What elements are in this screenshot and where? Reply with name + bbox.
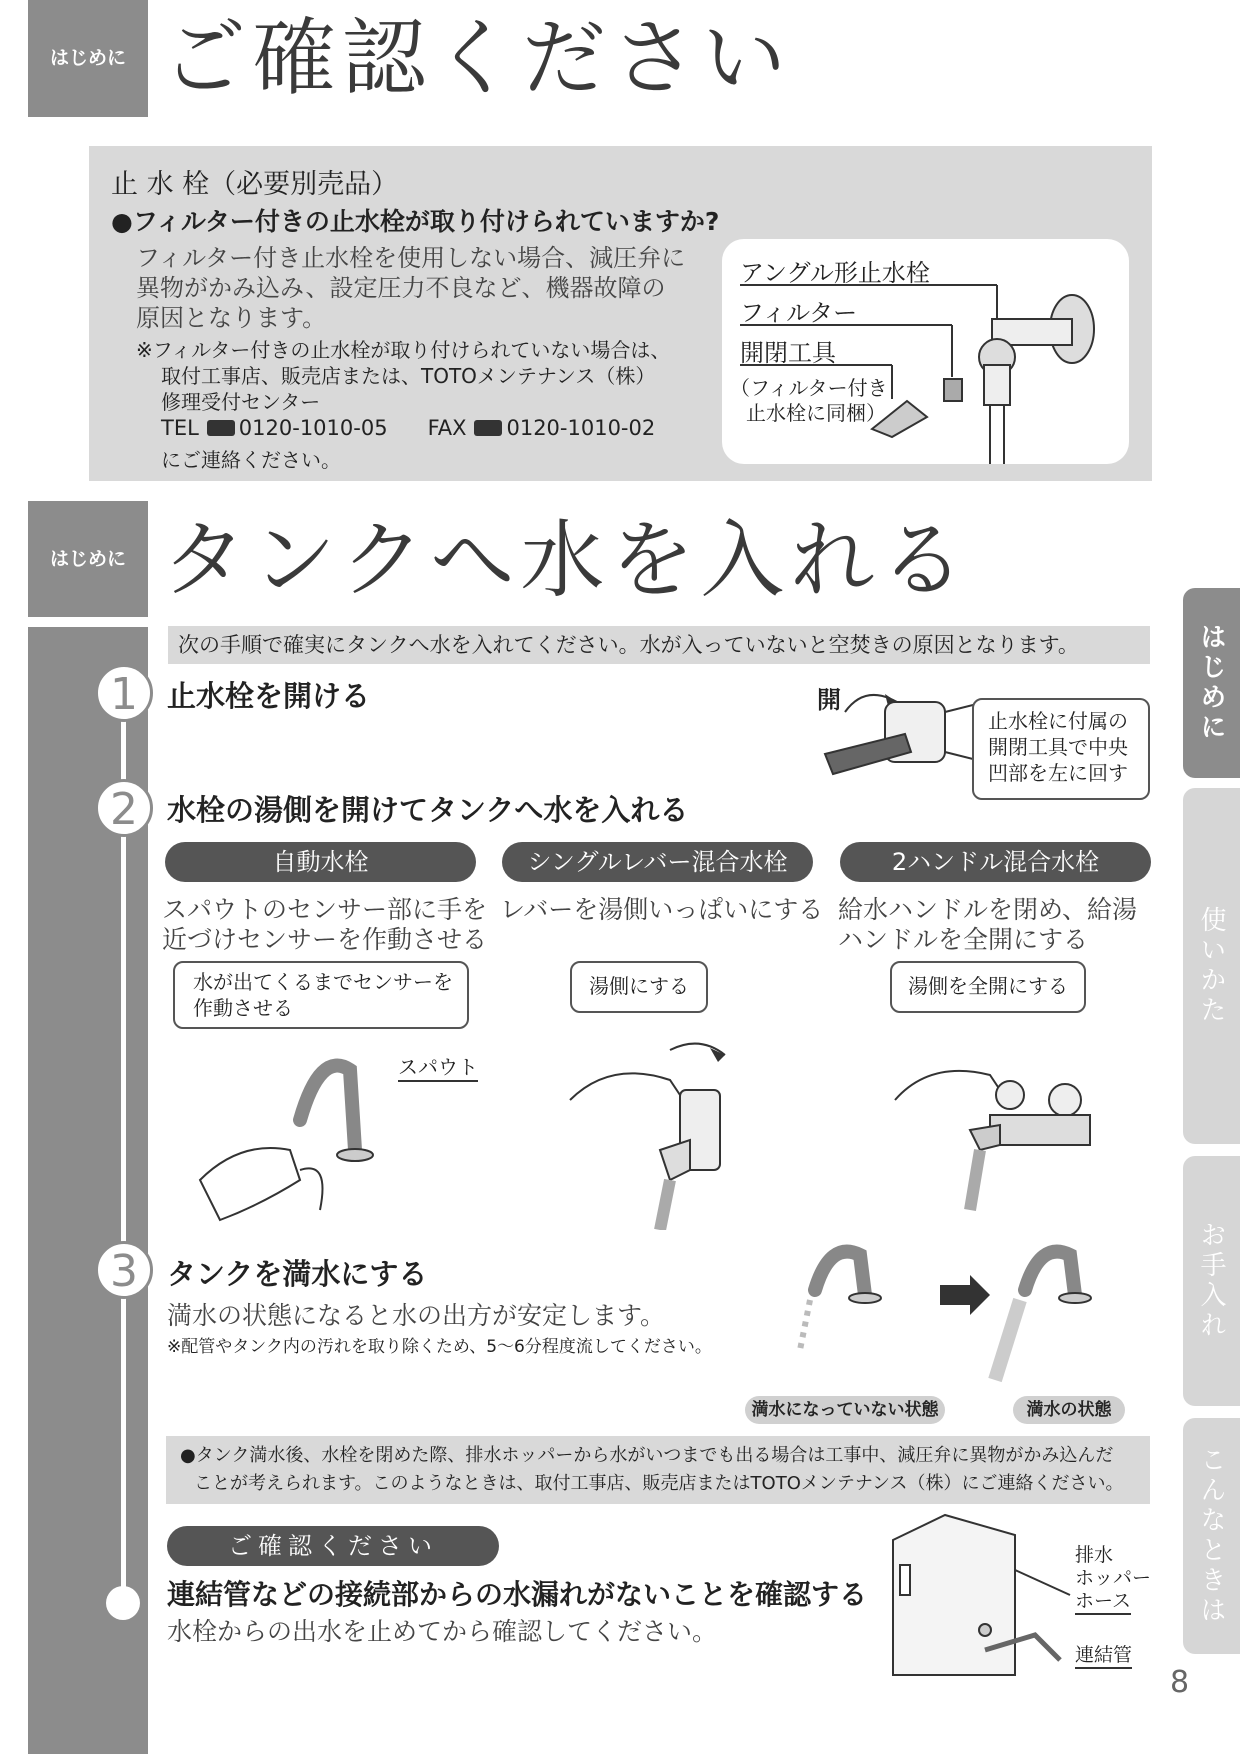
step-1-bubble-line-2: 開閉工具で中央 xyxy=(988,735,1128,759)
single-desc-1: レバーを湯側いっぱいにする xyxy=(500,895,824,924)
body-line-1: フィルター付き止水栓を使用しない場合、減圧弁に xyxy=(136,244,686,272)
intro-banner: 次の手順で確実にタンクへ水を入れてください。水が入っていないと空焚きの原因となります。 xyxy=(168,626,1150,664)
flow-comparison-illustration xyxy=(780,1220,1140,1390)
tank-connection-illustration xyxy=(885,1510,1085,1680)
step-3-desc: 満水の状態になると水の出方が安定します。 xyxy=(167,1301,666,1330)
caption-full: 満水の状態 xyxy=(1013,1396,1125,1424)
step-2-title: 水栓の湯側を開けてタンクへ水を入れる xyxy=(167,793,689,827)
confirm-title: 連結管などの接続部からの水漏れがないことを確認する xyxy=(167,1578,868,1611)
two-handle-illustration xyxy=(890,1030,1110,1230)
label-connection-pipe: 連結管 xyxy=(1075,1640,1132,1669)
note-line-3: 修理受付センター xyxy=(161,390,321,414)
stop-valve-diagram xyxy=(722,239,1129,464)
label-drain-hose-2: ホッパー xyxy=(1075,1567,1152,1589)
label-filter: フィルター xyxy=(740,299,858,327)
auto-bubble xyxy=(173,961,469,1029)
free-dial-icon xyxy=(207,420,235,436)
auto-desc-1: スパウトのセンサー部に手を xyxy=(162,895,488,924)
two-handle-bubble: 湯側を全開にする xyxy=(890,961,1086,1013)
stop-valve-heading: 止 水 栓（必要別売品） xyxy=(111,169,399,200)
section-tag-2: はじめに xyxy=(28,501,148,617)
step-3-note: ※配管やタンク内の汚れを取り除くため、5～6分程度流してください。 xyxy=(167,1337,712,1357)
label-drain-hose-1: 排水 xyxy=(1075,1544,1114,1566)
free-dial-icon xyxy=(474,420,502,436)
step-1-bubble-line-1: 止水栓に付属の xyxy=(988,709,1128,733)
fax-number: 0120-1010-02 xyxy=(506,416,656,440)
label-drain-hose-3: ホース xyxy=(1075,1586,1131,1615)
single-bubble: 湯側にする xyxy=(570,961,708,1013)
label-included-2: 止水栓に同梱） xyxy=(746,401,886,425)
contact-line: にご連絡ください。 xyxy=(161,448,341,472)
notice-line-2: ことが考えられます。このようなときは、取付工事店、販売店またはTOTOメンテナンス（株）にご連絡ください。 xyxy=(194,1473,1124,1494)
stop-valve-tool-illustration xyxy=(815,672,985,792)
two-handle-desc-2: ハンドルを全開にする xyxy=(838,925,1089,954)
label-tool: 開閉工具 xyxy=(740,339,836,367)
pill-auto-faucet: 自動水栓 xyxy=(165,842,476,882)
step-1-bubble-line-3: 凹部を左に回す xyxy=(988,761,1128,785)
side-tab-intro[interactable]: はじめに xyxy=(1183,588,1240,778)
step-1-number: 1 xyxy=(95,664,153,722)
notice-box xyxy=(166,1436,1150,1504)
pill-single-lever: シングルレバー混合水栓 xyxy=(502,842,813,882)
body-line-3: 原因となります。 xyxy=(136,304,327,332)
note-line-2: 取付工事店、販売店または、TOTOメンテナンス（株） xyxy=(161,364,656,388)
pill-two-handle: 2ハンドル混合水栓 xyxy=(840,842,1151,882)
tel-label: TEL xyxy=(161,416,199,440)
auto-bubble-line-1: 水が出てくるまでセンサーを xyxy=(193,970,453,994)
step-2-number: 2 xyxy=(95,779,153,837)
pill-confirm: ご確認ください xyxy=(167,1526,499,1566)
label-included-1: （フィルター付き xyxy=(730,376,888,400)
notice-line-1: ●タンク満水後、水栓を閉めた際、排水ホッパーから水がいつまでも出る場合は工事中、減圧弁に異物がかみ込んだ xyxy=(180,1445,1114,1466)
auto-bubble-line-2: 作動させる xyxy=(193,996,293,1020)
note-line-1: ※フィルター付きの止水栓が取り付けられていない場合は、 xyxy=(136,338,671,362)
step-1-title: 止水栓を開ける xyxy=(167,679,371,713)
page-number: 8 xyxy=(1170,1665,1190,1700)
spout-callout: スパウト xyxy=(398,1051,478,1082)
caption-not-full: 満水になっていない状態 xyxy=(745,1396,945,1424)
open-label: 開 xyxy=(817,686,841,714)
step-3-title: タンクを満水にする xyxy=(167,1257,428,1291)
single-lever-illustration xyxy=(560,1030,780,1230)
step-3-number: 3 xyxy=(95,1241,153,1299)
filter-question: ●フィルター付きの止水栓が取り付けられていますか? xyxy=(111,207,720,236)
stop-valve-box xyxy=(89,146,1152,481)
page-title-fill-tank: タンクへ水を入れる xyxy=(162,511,971,609)
two-handle-desc-1: 給水ハンドルを閉め、給湯 xyxy=(838,895,1138,924)
tel-line xyxy=(161,416,655,440)
section-tag-1: はじめに xyxy=(28,0,148,117)
confirm-desc: 水栓からの出水を止めてから確認してください。 xyxy=(167,1617,718,1646)
side-tab-care[interactable]: お手入れ xyxy=(1183,1156,1240,1406)
auto-faucet-illustration xyxy=(180,1030,480,1230)
tel-number: 0120-1010-05 xyxy=(238,416,388,440)
timeline-end-dot xyxy=(106,1586,140,1620)
side-tab-trouble[interactable]: こんなときは xyxy=(1183,1418,1240,1654)
auto-desc-2: 近づけセンサーを作動させる xyxy=(162,925,488,954)
page-title-confirm: ご確認ください xyxy=(162,9,793,107)
step-1-bubble xyxy=(972,698,1150,800)
fax-label: FAX xyxy=(427,416,467,440)
label-angle-valve: アングル形止水栓 xyxy=(740,259,930,287)
body-line-2: 異物がかみ込み、設定圧力不良など、機器故障の xyxy=(136,274,666,302)
valve-illustration xyxy=(722,239,1129,464)
side-tab-usage[interactable]: 使いかた xyxy=(1183,788,1240,1144)
